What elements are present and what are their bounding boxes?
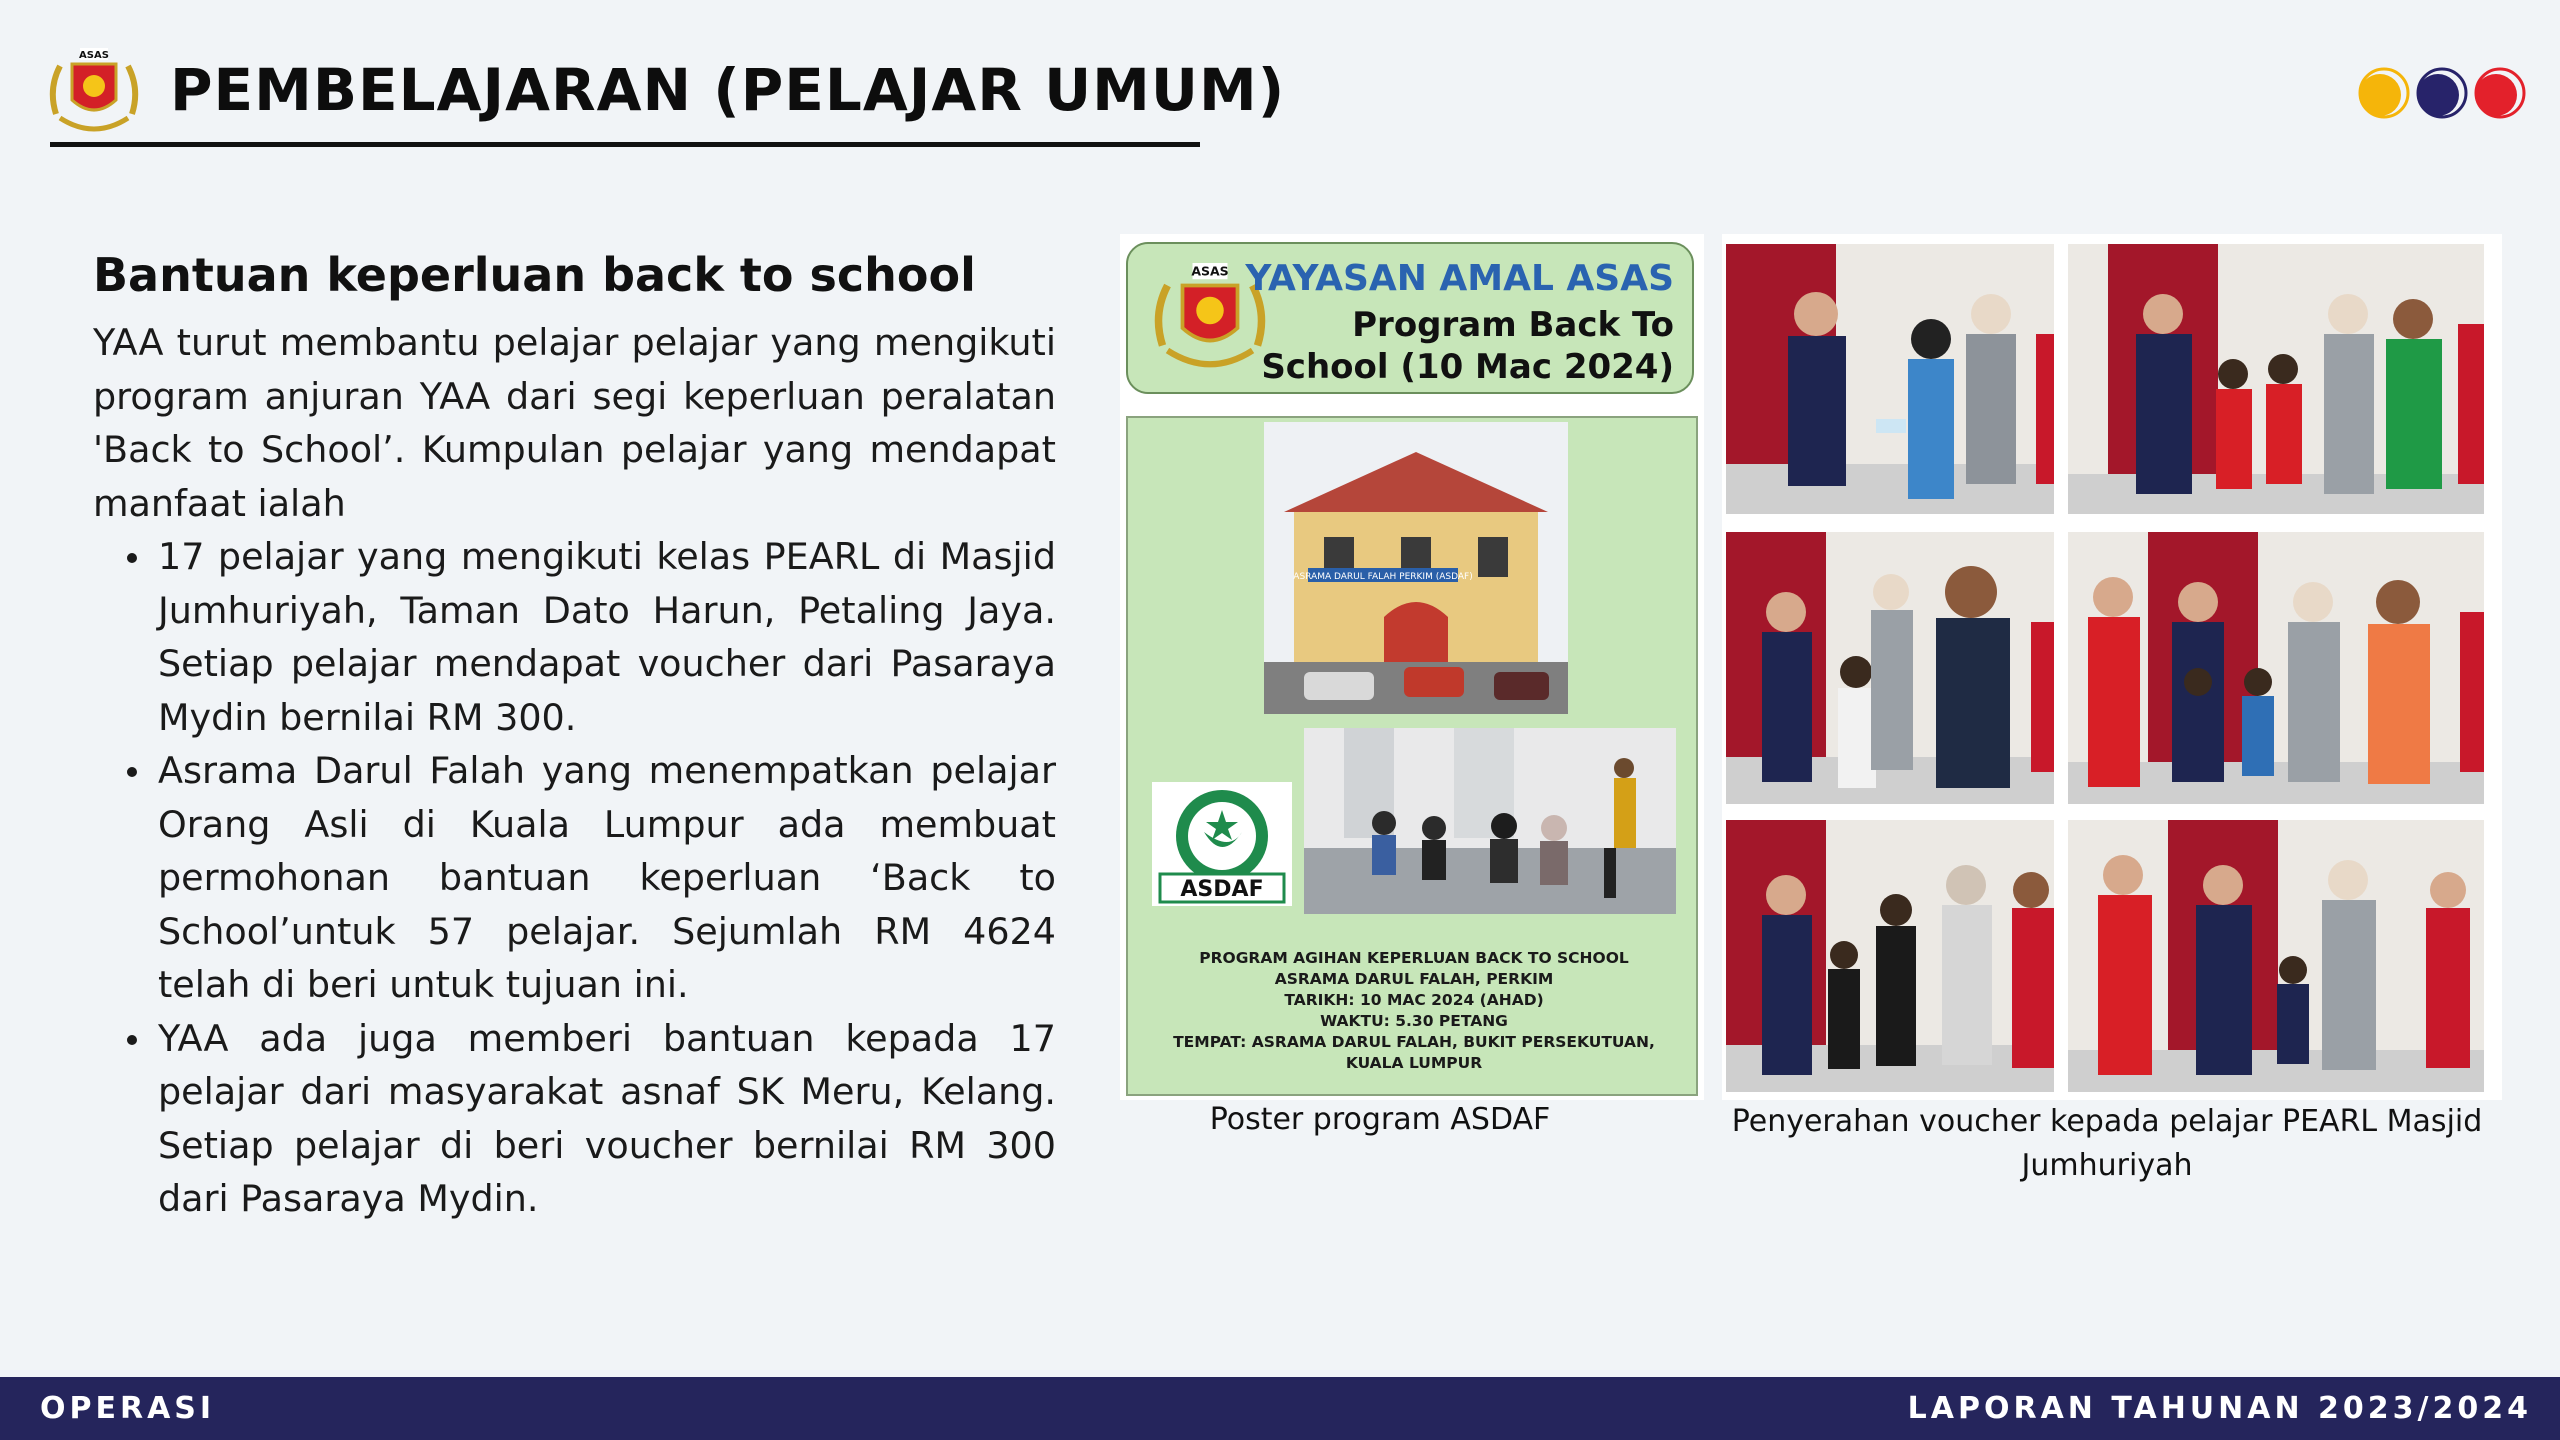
asdaf-logo-icon	[1152, 782, 1292, 906]
intro-paragraph: YAA turut membantu pelajar pelajar yang mengikuti program anjuran YAA dari segi keperluan peralatan 'Back to School’. Kumpulan pelajar yang mendapat manfaat ialah	[93, 321, 1056, 525]
classroom-photo	[1304, 728, 1676, 914]
title-underline	[50, 142, 1200, 147]
poster-details	[1138, 948, 1690, 1074]
poster-detail-line: PROGRAM AGIHAN KEPERLUAN BACK TO SCHOOL	[1199, 949, 1629, 967]
poster-detail-line: WAKTU: 5.30 PETANG	[1320, 1012, 1508, 1030]
voucher-photo	[2068, 820, 2484, 1092]
photos-caption-line: Jumhuriyah	[2021, 1148, 2193, 1183]
page-title: PEMBELAJARAN (PELAJAR UMUM)	[170, 56, 1286, 124]
photo-grid	[1722, 234, 2502, 1100]
poster-program-line: Program Back To	[1352, 305, 1674, 345]
poster-detail-line: TARIKH: 10 MAC 2024 (AHAD)	[1284, 991, 1544, 1009]
list-item: 17 pelajar yang mengikuti kelas PEARL di Masjid Jumhuriyah, Taman Dato Harun, Petaling Jaya. Setiap pelajar mendapat voucher dari Pasaraya Mydin bernilai RM 300.	[93, 530, 1056, 744]
footer-report-label: LAPORAN TAHUNAN 2023/2024	[1907, 1391, 2532, 1426]
asas-crest-icon	[46, 44, 142, 140]
list-item: YAA ada juga memberi bantuan kepada 17 pelajar dari masyarakat asnaf SK Meru, Kelang. Setiap pelajar di beri voucher bernilai RM 300 dari Pasaraya Mydin.	[93, 1012, 1056, 1226]
page-header	[0, 0, 2560, 160]
voucher-photo	[2068, 532, 2484, 804]
photos-caption-line: Penyerahan voucher kepada pelajar PEARL Masjid	[1731, 1104, 2483, 1139]
voucher-photo	[1726, 532, 2054, 804]
poster-detail-line: KUALA LUMPUR	[1345, 1054, 1483, 1072]
poster-banner	[1126, 242, 1694, 394]
svg-text:ASRAMA DARUL FALAH PERKIM (ASD: ASRAMA DARUL FALAH PERKIM (ASDAF)	[1293, 572, 1473, 582]
decorative-dots-icon	[2346, 60, 2536, 126]
poster-caption: Poster program ASDAF	[1209, 1102, 1551, 1137]
section-heading: Bantuan keperluan back to school	[93, 248, 976, 302]
voucher-photo	[1726, 820, 2054, 1092]
svg-text:ASAS: ASAS	[1191, 263, 1229, 279]
svg-text:ASAS: ASAS	[79, 50, 109, 61]
page-footer	[0, 1377, 2560, 1440]
poster-program-title	[1261, 304, 1674, 388]
poster-detail-line: ASRAMA DARUL FALAH, PERKIM	[1274, 970, 1554, 988]
footer-section-label: OPERASI	[40, 1391, 216, 1426]
bullet-list	[93, 530, 1056, 1226]
poster-body	[1126, 416, 1698, 1096]
building-photo	[1264, 422, 1568, 714]
voucher-photo	[2068, 244, 2484, 514]
voucher-photo	[1726, 244, 2054, 514]
list-item: Asrama Darul Falah yang menempatkan pelajar Orang Asli di Kuala Lumpur ada membuat permohonan bantuan keperluan ‘Back to School’untuk 57 pelajar. Sejumlah RM 4624 telah di beri untuk tujuan ini.	[93, 744, 1056, 1012]
svg-text:ASDAF: ASDAF	[1180, 877, 1264, 902]
program-poster	[1120, 234, 1704, 1100]
poster-detail-line: TEMPAT: ASRAMA DARUL FALAH, BUKIT PERSEKUTUAN,	[1173, 1033, 1655, 1051]
main-content	[93, 248, 1056, 1226]
poster-org-name: YAYASAN AMAL ASAS	[1245, 258, 1674, 299]
poster-program-line: School (10 Mac 2024)	[1261, 347, 1674, 387]
photos-caption	[1722, 1100, 2492, 1188]
